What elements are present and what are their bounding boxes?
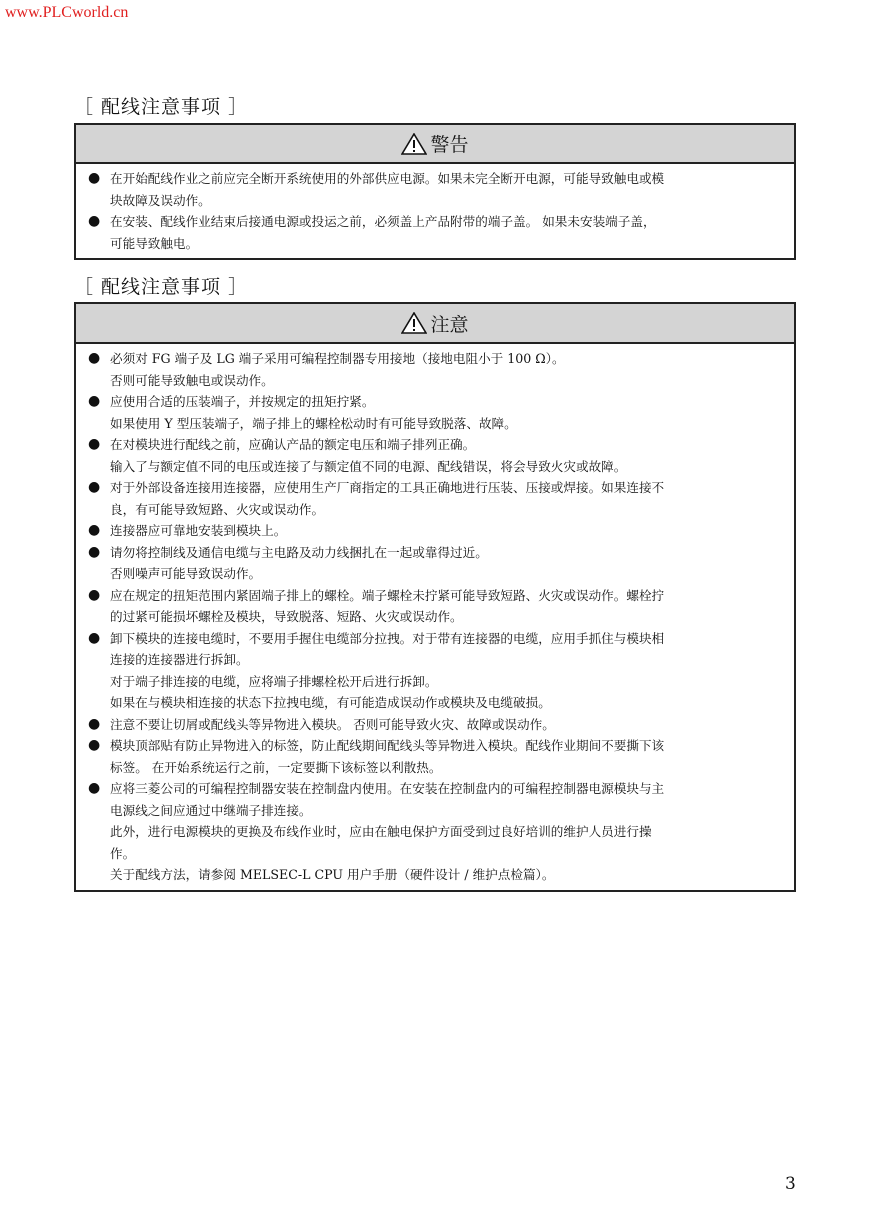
bullet-item <box>88 542 786 585</box>
bullet-item-line: 必须对 FG 端子及 LG 端子采用可编程控制器专用接地（接地电阻小于 100 Ω）。 <box>110 351 565 366</box>
bullet-item <box>88 168 786 211</box>
bullet-item-line: 请勿将控制线及通信电缆与主电路及动力线捆扎在一起或靠得过近。 <box>110 544 488 560</box>
bullet-item <box>88 778 786 886</box>
bullet-item-line: 作。 <box>110 845 136 861</box>
bullet-item-line: 注意不要让切屑或配线头等异物进入模块。 否则可能导致火灾、故障或误动作。 <box>110 716 555 732</box>
warning-box <box>74 123 796 260</box>
bullet-item <box>88 520 786 542</box>
bullet-item-line: 对于外部设备连接用连接器，应使用生产厂商指定的工具正确地进行压装、压接或焊接。如果连接不 <box>110 480 665 495</box>
bullet-item-line: 对于端子排连接的电缆，应将端子排螺栓松开后进行拆卸。 <box>110 673 438 689</box>
bullet-item-line: 应使用合适的压装端子，并按规定的扭矩拧紧。 <box>110 394 375 409</box>
caution-triangle-icon <box>401 312 427 334</box>
bullet-item-line: 标签。 在开始系统运行之前，一定要撕下该标签以利散热。 <box>110 759 442 775</box>
bullet-item-line: 应在规定的扭矩范围内紧固端子排上的螺栓。端子螺栓未拧紧可能导致短路、火灾或误动作。螺栓拧 <box>110 587 665 603</box>
bullet-item-line: 否则噪声可能导致误动作。 <box>110 566 262 581</box>
bullet-icon: ● <box>88 629 101 646</box>
bullet-item-line: 在安装、配线作业结束后接通电源或投运之前，必须盖上产品附带的端子盖。 如果未安装端子盖， <box>110 214 656 229</box>
bullet-item-line: 电源线之间应通过中继端子排连接。 <box>110 802 312 818</box>
bullet-item-line: 可能导致触电。 <box>110 235 199 251</box>
bullet-icon: ● <box>88 737 101 753</box>
bullet-item <box>88 391 786 434</box>
watermark: www.PLCworld.cn <box>5 4 129 21</box>
bullet-item <box>88 477 786 520</box>
bullet-item <box>88 434 786 477</box>
bullet-icon: ● <box>88 780 101 796</box>
bullet-icon: ● <box>88 586 101 603</box>
warning-triangle-icon <box>401 133 427 155</box>
bullet-item <box>88 735 786 778</box>
bullet-item-line: 连接的连接器进行拆卸。 <box>110 652 249 667</box>
bullet-icon: ● <box>88 350 101 366</box>
bullet-item <box>88 714 786 736</box>
caution-box <box>74 302 796 892</box>
bullet-item-line: 在对模块进行配线之前，应确认产品的额定电压和端子排列正确。 <box>110 437 476 452</box>
bullet-item-line: 模块顶部贴有防止异物进入的标签，防止配线期间配线头等异物进入模块。配线作业期间不要撕下该 <box>110 738 665 753</box>
bullet-item-line: 的过紧可能损坏螺栓及模块，导致脱落、短路、火灾或误动作。 <box>110 609 463 624</box>
bullet-icon: ● <box>88 170 101 186</box>
bullet-item-line: 输入了与额定值不同的电压或连接了与额定值不同的电源、配线错误，将会导致火灾或故障。 <box>110 458 627 474</box>
bullet-icon: ● <box>88 393 101 409</box>
bullet-icon: ● <box>88 715 101 732</box>
bullet-item <box>88 628 786 714</box>
caution-box-header <box>76 304 794 344</box>
caution-box-body <box>76 344 794 890</box>
warning-box-header <box>76 125 794 164</box>
warning-box-body <box>76 164 794 258</box>
caution-box-label: 注意 <box>430 313 469 336</box>
section-title-caution: ［ 配线注意事项 ］ <box>74 276 249 298</box>
bullet-item <box>88 585 786 628</box>
bullet-item-line: 应将三菱公司的可编程控制器安装在控制盘内使用。在安装在控制盘内的可编程控制器电源模块与主 <box>110 781 665 796</box>
section-title-warning: ［ 配线注意事项 ］ <box>74 96 249 118</box>
bullet-item-line: 连接器应可靠地安装到模块上。 <box>110 523 287 538</box>
bullet-item <box>88 211 786 254</box>
bullet-icon: ● <box>88 479 101 495</box>
warning-box-label: 警告 <box>430 134 469 156</box>
bullet-item-line: 否则可能导致触电或误动作。 <box>110 372 274 388</box>
bullet-icon: ● <box>88 213 101 229</box>
bullet-item-line: 如果在与模块相连接的状态下拉拽电缆，有可能造成误动作或模块及电缆破损。 <box>110 695 551 710</box>
bullet-item-line: 在开始配线作业之前应完全断开系统使用的外部供应电源。如果未完全断开电源，可能导致触电或模 <box>110 171 665 186</box>
page-number: 3 <box>785 1174 796 1194</box>
bullet-item <box>88 348 786 391</box>
bullet-item-line: 关于配线方法，请参阅 MELSEC-L CPU 用户手册（硬件设计 / 维护点检篇）。 <box>110 867 555 882</box>
bullet-item-line: 卸下模块的连接电缆时，不要用手握住电缆部分拉拽。对于带有连接器的电缆，应用手抓住与模块相 <box>110 630 665 646</box>
bullet-item-line: 块故障及误动作。 <box>110 192 211 208</box>
bullet-icon: ● <box>88 436 101 452</box>
bullet-item-line: 此外，进行电源模块的更换及布线作业时，应由在触电保护方面受到过良好培训的维护人员进行操 <box>110 824 652 839</box>
bullet-item-line: 如果使用 Y 型压装端子，端子排上的螺栓松动时有可能导致脱落、故障。 <box>110 415 517 431</box>
bullet-item-line: 良，有可能导致短路、火灾或误动作。 <box>110 501 325 517</box>
bullet-icon: ● <box>88 522 101 538</box>
bullet-icon: ● <box>88 543 101 560</box>
